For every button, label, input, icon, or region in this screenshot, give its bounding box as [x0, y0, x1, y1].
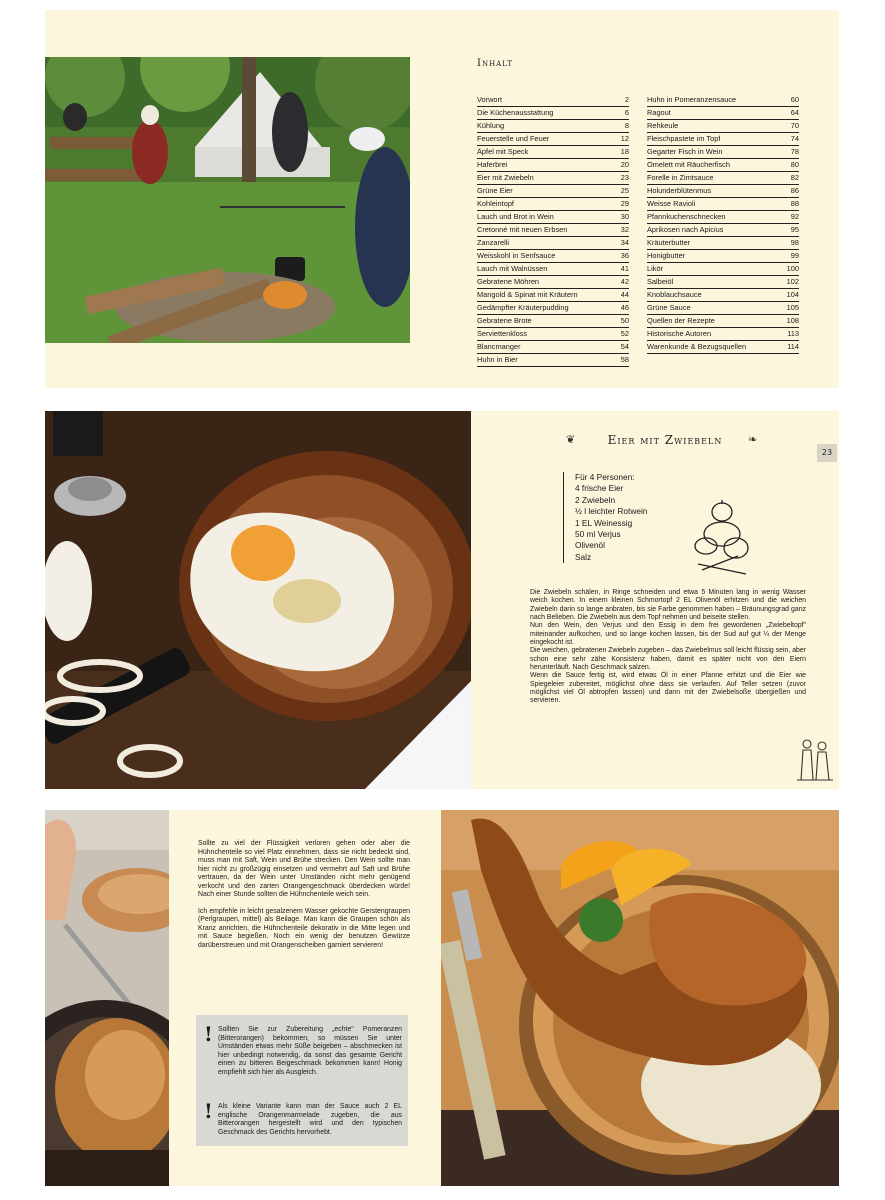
toc-entry-page: 100 [786, 264, 799, 273]
toc-entry-page: 42 [620, 277, 629, 286]
toc-entry-title: Cretonné mit neuen Erbsen [477, 225, 568, 234]
medieval-figures-sketch-icon [797, 736, 833, 786]
toc-entry [647, 94, 799, 107]
toc-entry-page: 29 [620, 199, 629, 208]
toc-entry [477, 237, 629, 250]
toc-entry-title: Blancmanger [477, 342, 521, 351]
toc-entry [647, 211, 799, 224]
toc-entry [477, 224, 629, 237]
ingredient-item: Salz [575, 551, 592, 562]
exclamation-icon: ! [204, 1022, 213, 1046]
toc-entry [477, 211, 629, 224]
toc-entry-page: 80 [790, 160, 799, 169]
toc-entry-page: 58 [620, 355, 629, 364]
toc-entry-title: Omelett mit Räucherfisch [647, 160, 730, 169]
toc-entry-title: Lauch und Brot in Wein [477, 212, 554, 221]
exclamation-icon: ! [204, 1099, 213, 1123]
toc-entry-page: 25 [620, 186, 629, 195]
toc-entry-title: Historische Autoren [647, 329, 712, 338]
toc-entry [477, 250, 629, 263]
toc-entry [647, 289, 799, 302]
toc-entry [647, 133, 799, 146]
toc-entry-title: Gebratene Brote [477, 316, 532, 325]
toc-entry-title: Gegarter Fisch in Wein [647, 147, 723, 156]
toc-entry-page: 20 [620, 160, 629, 169]
toc-entry-page: 23 [620, 173, 629, 182]
toc-entry-title: Gebratene Möhren [477, 277, 540, 286]
toc-right-column [647, 94, 799, 354]
toc-entry-page: 8 [624, 121, 629, 130]
toc-entry-title: Fleischpastete im Topf [647, 134, 721, 143]
ingredient-list [563, 472, 647, 563]
recipe-paragraph: Die weichen, gebratenen Zwiebeln zugeben – das Zwiebelmus soll leicht flüssig sein, aber schon eine sehr zähe Konsistenz haben, damit es später nicht von den Eiern herunterläuft. Nach Geschmack salzen. [530, 647, 806, 672]
toc-entry [477, 146, 629, 159]
toc-entry-title: Kohleintopf [477, 199, 514, 208]
toc-entry-page: 88 [790, 199, 799, 208]
toc-entry [647, 315, 799, 328]
toc-entry-page: 6 [624, 108, 629, 117]
toc-entry-title: Feuerstelle und Feuer [477, 134, 550, 143]
recipe-title: Eier mit Zwiebeln [607, 433, 723, 447]
toc-entry-page: 54 [620, 342, 629, 351]
toc-entry [647, 250, 799, 263]
title-ornament-left-icon: ❦ [566, 433, 576, 446]
toc-entry [477, 120, 629, 133]
fried-egg-pan-photo [45, 411, 471, 789]
toc-entry-title: Gedämpfter Kräuterpudding [477, 303, 569, 312]
toc-entry-page: 95 [790, 225, 799, 234]
recipe-paragraph: Nun den Wein, den Verjus und den Essig in dem frei gewordenen „Zwiebeltopf" miteinander aufkochen, und so lange kochen lassen, bis der Sud auf gut ¼ der Menge eingekocht ist. [530, 622, 806, 647]
toc-entry [477, 289, 629, 302]
toc-entry-page: 98 [790, 238, 799, 247]
toc-entry [647, 198, 799, 211]
toc-entry-page: 74 [790, 134, 799, 143]
toc-entry [647, 120, 799, 133]
toc-entry-page: 50 [620, 316, 629, 325]
toc-entry-title: Aprikosen nach Apicius [647, 225, 724, 234]
toc-entry-page: 41 [620, 264, 629, 273]
toc-entry-title: Rehkeule [647, 121, 679, 130]
tip-text: Sollten Sie zur Zubereitung „echte" Pomeranzen (Bitterorangen) bekommen, so müssen Sie unter Umständen etwas mehr Süße beigeben – abschmecken ist hier unbedingt notwendig, da sonst das gesamte Gericht einen zu bitteren Beigeschmack bekommen kann! Honig empfiehlt sich hier als Ausgleich. [218, 1026, 402, 1076]
toc-entry-title: Mangold & Spinat mit Kräutern [477, 290, 578, 299]
toc-entry-title: Huhn in Bier [477, 355, 518, 364]
cooking-pots-sketch-icon [688, 496, 754, 582]
toc-entry-page: 108 [786, 316, 799, 325]
ingredient-item: Für 4 Personen: [575, 472, 635, 482]
toc-entry-title: Kräuterbutter [647, 238, 691, 247]
pots-sketch-svg [688, 496, 754, 578]
toc-entry-title: Grüne Sauce [647, 303, 691, 312]
toc-entry [477, 172, 629, 185]
toc-entry-page: 113 [787, 329, 799, 338]
toc-entry-page: 114 [787, 342, 799, 351]
toc-entry-page: 44 [620, 290, 629, 299]
page-number: 23 [817, 444, 837, 462]
recipe-paragraph: Wenn die Sauce fertig ist, wird etwas Öl in einer Pfanne erhitzt und die Eier wie Spiegeleier zubereitet, möglichst ohne dass sie verlaufen. Auf Teller setzen (zuvor möglichst viel Öl abtropfen lassen) und dann mit der Zwiebelsoße übergießen und servieren. [530, 672, 806, 705]
toc-entry [477, 315, 629, 328]
toc-entry [477, 354, 629, 367]
toc-entry-page: 70 [790, 121, 799, 130]
tip-box [196, 1015, 408, 1146]
toc-entry-page: 46 [620, 303, 629, 312]
toc-entry [647, 185, 799, 198]
toc-entry-title: Likör [647, 264, 664, 273]
toc-entry-title: Huhn in Pomeranzensauce [647, 95, 737, 104]
toc-entry-title: Kühlung [477, 121, 505, 130]
recipe-instructions [530, 589, 806, 706]
toc-entry-page: 64 [790, 108, 799, 117]
roast-photo-svg [45, 810, 169, 1186]
toc-entry-title: Ragout [647, 108, 671, 117]
toc-entry [477, 198, 629, 211]
toc-entry-page: 60 [790, 95, 799, 104]
toc-entry-title: Salbeiöl [647, 277, 674, 286]
toc-entry [647, 159, 799, 172]
ingredient-item: 2 Zwiebeln [575, 494, 616, 505]
toc-entry [647, 302, 799, 315]
medieval-camp-cooking-photo [45, 57, 410, 343]
tip-text: Als kleine Variante kann man der Sauce auch 2 EL englische Orangenmarmelade zugeben, die aus Bitterorangen hergestellt wird und den typischen Geschmack des Gerichts hervorhebt. [218, 1103, 402, 1136]
toc-entry-title: Weisse Ravioli [647, 199, 696, 208]
ingredient-item: 50 ml Verjus [575, 529, 621, 540]
toc-entry [477, 276, 629, 289]
toc-entry-page: 2 [624, 95, 629, 104]
toc-entry [477, 341, 629, 354]
toc-entry-title: Eier mit Zwiebeln [477, 173, 534, 182]
toc-entry-title: Quellen der Rezepte [647, 316, 715, 325]
toc-entry-page: 105 [786, 303, 799, 312]
toc-entry [647, 237, 799, 250]
toc-entry [477, 263, 629, 276]
figures-sketch-svg [797, 736, 833, 782]
notes-paragraph: Sollte zu viel der Flüssigkeit verloren gehen oder aber die Hühnchenteile so viel Platz einnehmen, dass sie nicht bedeckt sind, muss man mit Saft, Wein und Brühe strecken. Den Wein sollte man hier nicht zu großzügig einsetzen und vermehrt auf Saft und Brühe vertrauen, da der Wein unter Umständen nicht mehr genügend verkocht und den zarten Orangengeschmack überdecken würde! Nach einer Stunde sollten die Hühnchenteile weich sein. [198, 840, 410, 899]
serving-notes [198, 840, 410, 959]
toc-entry [477, 133, 629, 146]
bowl-photo-svg [441, 810, 839, 1186]
toc-entry-title: Serviettenkloss [477, 329, 528, 338]
toc-entry-title: Holunderblütenmus [647, 186, 712, 195]
toc-entry-title: Knoblauchsauce [647, 290, 702, 299]
toc-left-column [477, 94, 629, 367]
toc-entry-title: Warenkunde & Bezugsquellen [647, 342, 747, 351]
ingredient-item: ½ l leichter Rotwein [575, 506, 648, 517]
toc-entry-title: Grüne Eier [477, 186, 513, 195]
toc-entry [477, 328, 629, 341]
ingredient-item: 1 EL Weinessig [575, 517, 633, 528]
toc-entry-page: 78 [790, 147, 799, 156]
toc-entry [647, 276, 799, 289]
toc-entry [647, 107, 799, 120]
roast-chicken-pan-photo [45, 810, 169, 1186]
recipe-paragraph: Die Zwiebeln schälen, in Ringe schneiden und etwa 5 Minuten lang in wenig Wasser weich kochen. In einem kleinen Schmortopf 2 EL Olivenöl erhitzen und die weichen Zwiebeln darin so lange anbraten, bis sie Farbe genommen haben – Bräunungsgrad ganz nach Belieben. Die Zwiebeln aus dem Topf nehmen und beiseite stellen. [530, 589, 806, 622]
toc-entry-page: 86 [790, 186, 799, 195]
toc-entry-page: 102 [786, 277, 799, 286]
toc-entry-page: 52 [620, 329, 629, 338]
camp-photo-svg [45, 57, 410, 343]
title-ornament-right-icon: ❧ [748, 433, 758, 446]
toc-entry-page: 104 [786, 290, 799, 299]
toc-entry [647, 146, 799, 159]
toc-entry-title: Lauch mit Walnüssen [477, 264, 548, 273]
toc-entry [647, 224, 799, 237]
toc-entry-page: 99 [790, 251, 799, 260]
toc-entry [477, 302, 629, 315]
egg-photo-svg [45, 411, 471, 789]
toc-entry-page: 36 [620, 251, 629, 260]
toc-entry [647, 341, 799, 354]
toc-entry-title: Honigbutter [647, 251, 686, 260]
toc-entry [647, 263, 799, 276]
notes-paragraph: Ich empfehle in leicht gesalzenem Wasser gekochte Gerstengraupen (Perlgraupen, mittel) als Beilage. Man kann die Graupen schön als Kranz anrichten, die Hühnchenteile dekorativ in die Mitte legen und mit Sauce begießen. Noch ein wenig der benutzen Gewürze darüberstreuen und mit Orangenscheiben garniert servieren! [198, 907, 410, 950]
toc-entry [477, 107, 629, 120]
toc-entry-page: 34 [620, 238, 629, 247]
toc-entry [647, 328, 799, 341]
ingredient-item: 4 frische Eier [575, 483, 624, 494]
toc-entry-page: 92 [790, 212, 799, 221]
toc-entry-page: 18 [620, 147, 629, 156]
toc-entry-title: Die Küchenausstattung [477, 108, 554, 117]
ingredient-item: Olivenöl [575, 540, 605, 551]
toc-entry-title: Haferbrei [477, 160, 508, 169]
toc-entry [477, 94, 629, 107]
toc-entry-title: Zanzarelli [477, 238, 510, 247]
toc-entry-page: 12 [620, 134, 629, 143]
toc-entry [477, 159, 629, 172]
chicken-barley-bowl-photo [441, 810, 839, 1186]
toc-entry-title: Weisskohl in Senfsauce [477, 251, 556, 260]
toc-entry-page: 82 [790, 173, 799, 182]
toc-entry-page: 32 [620, 225, 629, 234]
toc-entry [477, 185, 629, 198]
toc-entry-title: Pfannkuchenschnecken [647, 212, 726, 221]
toc-entry-page: 30 [620, 212, 629, 221]
toc-title: Inhalt [477, 58, 513, 69]
toc-entry-title: Forelle in Zimtsauce [647, 173, 714, 182]
toc-entry [647, 172, 799, 185]
toc-entry-title: Äpfel mit Speck [477, 147, 529, 156]
toc-entry-title: Vorwort [477, 95, 503, 104]
